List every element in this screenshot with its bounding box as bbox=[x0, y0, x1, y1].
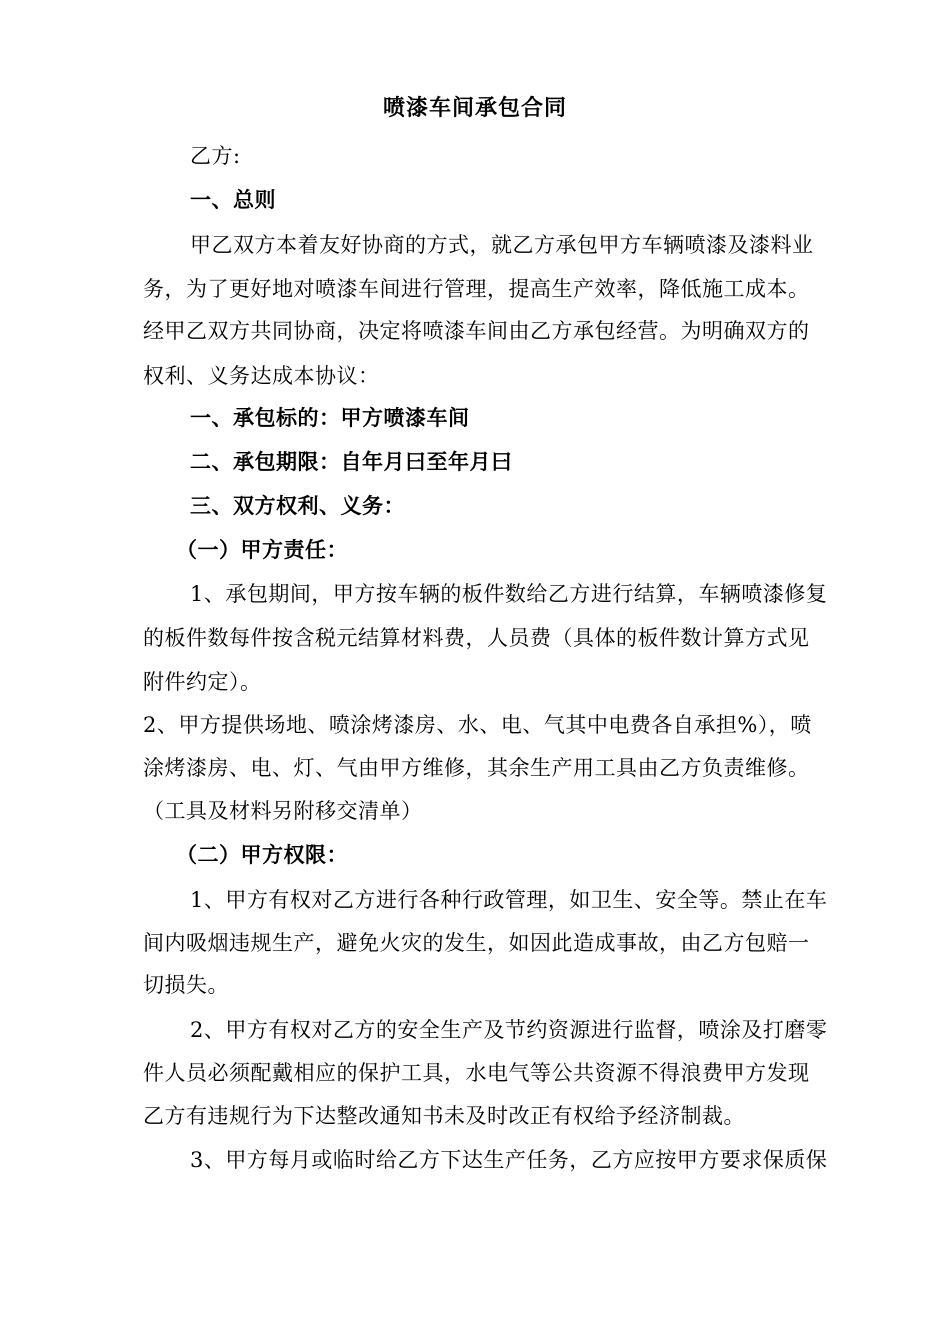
rights-obligations-heading: 三、双方权利、义务： bbox=[190, 493, 405, 518]
paragraph-line: 3、甲方每月或临时给乙方下达生产任务，乙方应按甲方要求保质保 bbox=[190, 1148, 828, 1172]
paragraph-line: 1、承包期间，甲方按车辆的板件数给乙方进行结算，车辆喷漆修复 bbox=[190, 582, 828, 606]
paragraph-line: 乙方有违规行为下达整改通知书未及时改正有权给予经济制裁。 bbox=[143, 1104, 745, 1128]
paragraph-line: 甲乙双方本着友好协商的方式，就乙方承包甲方车辆喷漆及漆料业 bbox=[190, 233, 814, 257]
paragraph-line: 务，为了更好地对喷漆车间进行管理，提高生产效率，降低施工成本。 bbox=[143, 277, 810, 301]
paragraph-line: 权利、义务达成本协议： bbox=[143, 364, 380, 388]
paragraph-line: 2、甲方有权对乙方的安全生产及节约资源进行监督，喷涂及打磨零 bbox=[190, 1018, 828, 1042]
paragraph-line: （工具及材料另附移交清单） bbox=[143, 799, 423, 823]
party-b-label: 乙方: bbox=[190, 144, 241, 168]
contract-subject-heading: 一、承包标的：甲方喷漆车间 bbox=[190, 405, 470, 430]
paragraph-line: 切损失。 bbox=[143, 973, 229, 997]
paragraph-line: 涂烤漆房、电、灯、气由甲方维修，其余生产用工具由乙方负责维修。 bbox=[143, 756, 810, 780]
paragraph-line: 经甲乙双方共同协商，决定将喷漆车间由乙方承包经营。为明确双方的 bbox=[143, 319, 810, 343]
paragraph-line: 件人员必须配戴相应的保护工具，水电气等公共资源不得浪费甲方发现 bbox=[143, 1061, 810, 1085]
paragraph-line: 附件约定）。 bbox=[143, 670, 262, 694]
party-a-authority-heading: （二）甲方权限： bbox=[176, 842, 348, 867]
paragraph-line: 1、甲方有权对乙方进行各种行政管理，如卫生、安全等。禁止在车 bbox=[190, 888, 828, 912]
party-a-responsibility-heading: （一）甲方责任： bbox=[176, 537, 348, 562]
paragraph-line: 间内吸烟违规生产，避免火灾的发生，如因此造成事故，由乙方包赔一 bbox=[143, 931, 810, 955]
paragraph-line: 的板件数每件按含税元结算材料费，人员费（具体的板件数计算方式见 bbox=[143, 626, 810, 650]
paragraph-line: 2、甲方提供场地、喷涂烤漆房、水、电、气其中电费各自承担%），喷 bbox=[143, 713, 812, 737]
document-title: 喷漆车间承包合同 bbox=[382, 95, 567, 121]
contract-term-heading: 二、承包期限：自年月曰至年月曰 bbox=[190, 449, 513, 474]
section-general-heading: 一、总则 bbox=[190, 187, 276, 212]
